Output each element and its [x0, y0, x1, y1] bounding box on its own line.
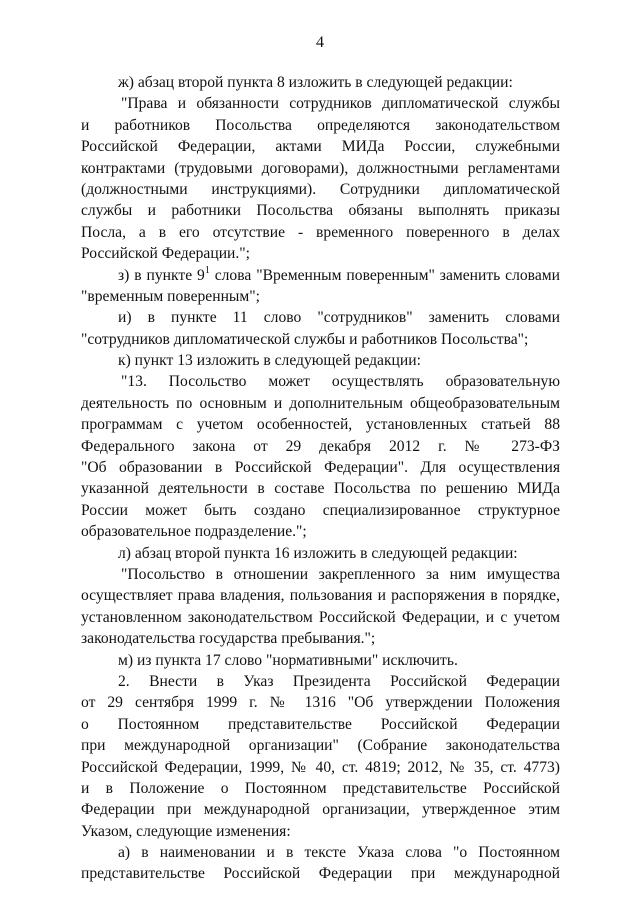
superscript: 1: [204, 264, 210, 276]
text-line: программам с учетом особенностей, установленных статьей 88: [81, 416, 560, 434]
text-line: контрактами (трудовыми договорами), должностными регламентами: [81, 159, 560, 177]
text-line: Российской Федерации, актами МИДа России, служебными: [81, 138, 560, 156]
text-line: Федерации при международной организации, утвержденное этим: [81, 801, 560, 819]
text-line: о Постоянном представительстве Российской Федерации: [81, 715, 560, 733]
text-line: и в Положение о Постоянном представительстве Российской: [81, 779, 560, 797]
text-line: от 29 сентября 1999 г. № 1316 "Об утверждении Положения: [81, 694, 560, 712]
text-line: и) в пункте 11 слово "сотрудников" заменить словами: [118, 309, 560, 327]
text-line: м) из пункта 17 слово "нормативными" исключить.: [118, 651, 458, 669]
text-line: и работников Посольства определяются законодательством: [81, 116, 560, 134]
text-line: а) в наименовании и в тексте Указа слова "о Постоянном: [118, 844, 560, 862]
text-line: [81, 265, 560, 286]
text-line: Российской Федерации.";: [81, 245, 250, 263]
text-line: установленном законодательством Российской Федерации, и с учетом: [81, 608, 560, 626]
text-line: "13. Посольство может осуществлять образовательную: [121, 373, 560, 391]
text-line: "Права и обязанности сотрудников дипломатической службы: [121, 95, 560, 113]
text-line: Федерального закона от 29 декабря 2012 г. № 273-ФЗ: [81, 437, 560, 455]
text-line-part: з) в пункте 9: [118, 266, 205, 284]
page-number: 4: [316, 34, 324, 51]
text-line: указанной деятельности в составе Посольства по решению МИДа: [81, 480, 560, 498]
text-line: Посла, а в его отсутствие - временного поверенного в делах: [81, 223, 560, 241]
text-line: Указом, следующие изменения:: [81, 822, 291, 840]
text-line: деятельность по основным и дополнительным общеобразовательным: [81, 394, 560, 412]
text-line: л) абзац второй пункта 16 изложить в следующей редакции:: [118, 544, 518, 562]
text-line: осуществляет права владения, пользования и распоряжения в порядке,: [81, 587, 560, 605]
text-line: Российской Федерации, 1999, № 40, ст. 4819; 2012, № 35, ст. 4773): [81, 758, 560, 776]
text-line: "Посольство в отношении закрепленного за ним имущества: [121, 565, 560, 583]
text-line: "Об образовании в Российской Федерации". Для осуществления: [81, 459, 560, 477]
text-line: (должностными инструкциями). Сотрудники дипломатической: [81, 180, 560, 198]
text-line: при международной организации" (Собрание законодательства: [81, 737, 560, 755]
text-line: ж) абзац второй пункта 8 изложить в следующей редакции:: [118, 74, 513, 91]
text-line: 2. Внести в Указ Президента Российской Федерации: [118, 672, 560, 690]
text-line: законодательства государства пребывания.";: [81, 630, 376, 648]
document-body: [81, 72, 560, 885]
text-line: "временным поверенным";: [81, 287, 260, 305]
text-line: России может быть создано специализированное структурное: [81, 501, 560, 519]
text-line-part: слова "Временным поверенным" заменить словами: [209, 266, 560, 284]
text-line: представительстве Российской Федерации при международной: [81, 865, 560, 883]
text-line: к) пункт 13 изложить в следующей редакции:: [118, 352, 421, 370]
text-line: "сотрудников дипломатической службы и работников Посольства";: [81, 330, 529, 348]
text-line: службы и работники Посольства обязаны выполнять приказы: [81, 202, 560, 220]
text-line: образовательное подразделение.";: [81, 523, 307, 541]
